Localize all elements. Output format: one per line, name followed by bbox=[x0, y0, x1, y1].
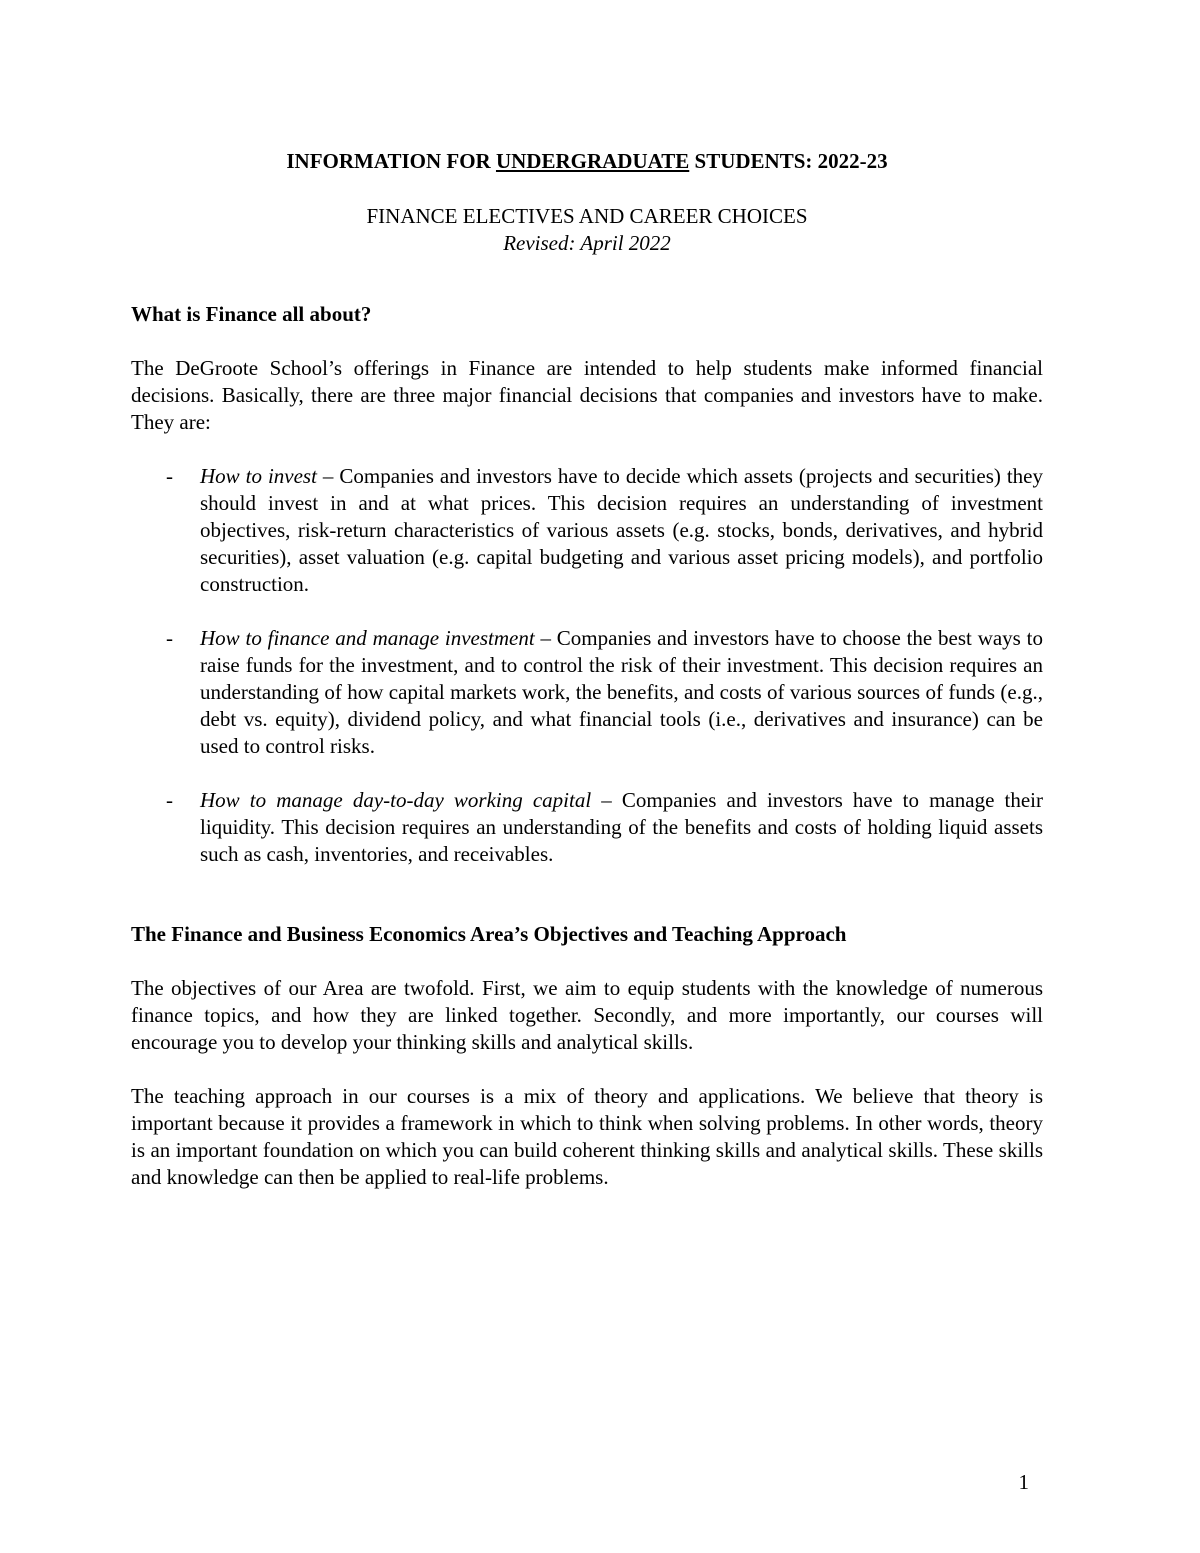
bullet-lead: How to manage day-to-day working capital bbox=[200, 788, 592, 812]
title-prefix: INFORMATION FOR bbox=[286, 149, 496, 173]
document-page bbox=[131, 148, 1043, 1191]
bullet-text: – Companies and investors have to choose the best ways to raise funds for the investment, and to control the risk of their investment. This decision requires an understanding of how capital markets work, the benefits, and costs of various sources of funds (e.g., debt vs. equity), dividend policy, and what financial tools (i.e., derivatives and insurance) can be used to control risks. bbox=[200, 626, 1044, 758]
page-number: 1 bbox=[1018, 1470, 1029, 1494]
document-title bbox=[131, 148, 1043, 175]
objectives-paragraph: The objectives of our Area are twofold. First, we aim to equip students with the knowledge of numerous finance topics, and how they are linked together. Secondly, and more importantly, our courses will encourage you to develop your thinking skills and analytical skills. bbox=[131, 976, 1043, 1054]
list-item bbox=[131, 463, 1043, 598]
list-dash: - bbox=[166, 464, 173, 488]
section-heading-objectives: The Finance and Business Economics Area’s Objectives and Teaching Approach bbox=[131, 922, 847, 946]
bullet-text: – Companies and investors have to decide which assets (projects and securities) they should invest in and at what prices. This decision requires an understanding of investment objectives, risk-return characteristics of various assets (e.g. stocks, bonds, derivatives, and hybrid securities), asset valuation (e.g. capital budgeting and various asset pricing models), and portfolio construction. bbox=[200, 464, 1043, 596]
title-underlined-word: UNDERGRADUATE bbox=[495, 149, 690, 173]
list-item bbox=[131, 787, 1043, 868]
bullet-text: – Companies and investors have to manage their liquidity. This decision requires an understanding of the benefits and costs of holding liquid assets such as cash, inventories, and receivables. bbox=[200, 788, 1043, 866]
section-heading-finance: What is Finance all about? bbox=[131, 302, 372, 326]
list-item bbox=[131, 625, 1043, 760]
title-suffix: STUDENTS: 2022-23 bbox=[689, 149, 888, 173]
bullet-lead: How to finance and manage investment bbox=[200, 626, 535, 650]
decision-list bbox=[131, 463, 1043, 868]
document-subtitle: FINANCE ELECTIVES AND CAREER CHOICES bbox=[366, 204, 808, 228]
intro-paragraph: The DeGroote School’s offerings in Finance are intended to help students make informed financial decisions. Basically, there are three major financial decisions that companies and investors have to make. They are: bbox=[131, 356, 1043, 434]
list-dash: - bbox=[166, 788, 173, 812]
list-dash: - bbox=[166, 626, 173, 650]
teaching-paragraph: The teaching approach in our courses is a mix of theory and applications. We believe that theory is important because it provides a framework in which to think when solving problems. In other words, theory is an important foundation on which you can build coherent thinking skills and analytical skills. These skills and knowledge can then be applied to real-life problems. bbox=[131, 1084, 1043, 1189]
revised-date: Revised: April 2022 bbox=[503, 231, 671, 255]
bullet-lead: How to invest bbox=[200, 464, 317, 488]
